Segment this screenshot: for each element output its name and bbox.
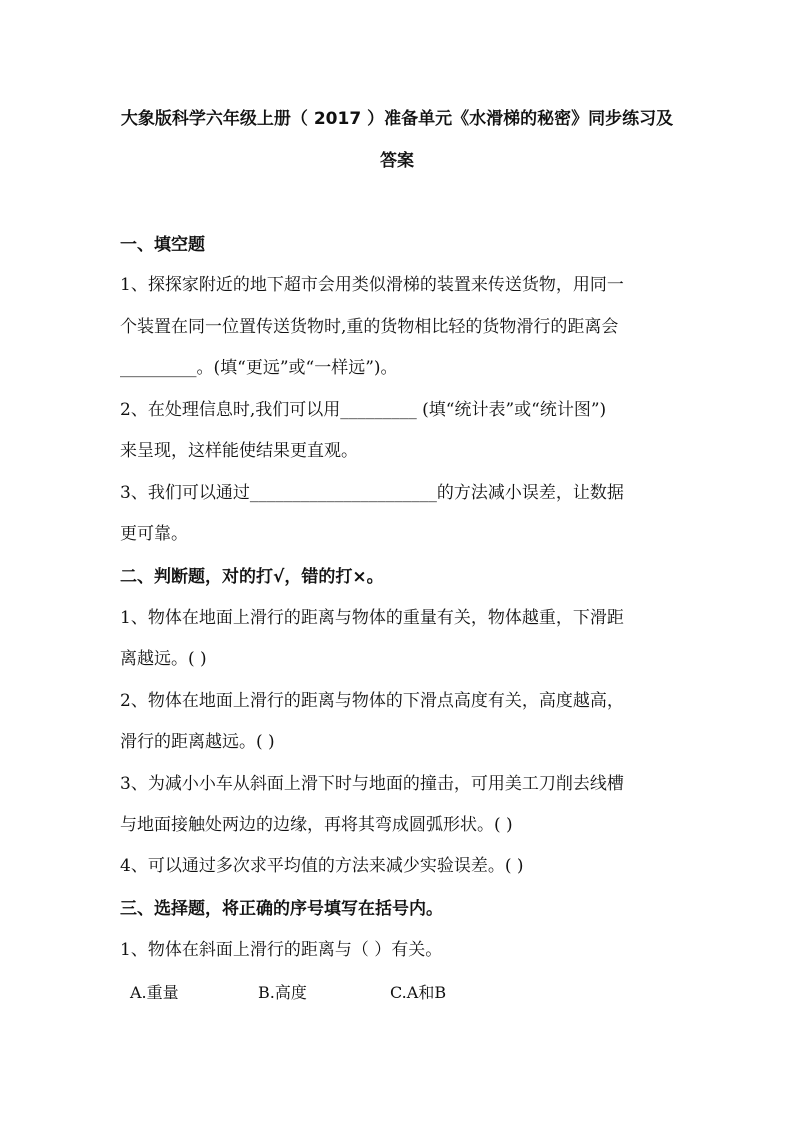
option-a: A.重量 <box>130 983 179 1002</box>
section1-q1-line2: 个装置在同一位置传送货物时,重的货物相比轻的货物滑行的距离会 <box>120 317 619 337</box>
section2-heading: 二、判断题，对的打√，错的打×。 <box>120 567 384 587</box>
option-c: C.A和B <box>390 983 447 1002</box>
section1-q2-line1: 2、在处理信息时,我们可以用_________ (填“统计表”或“统计图”) <box>120 400 607 420</box>
section2-q2-line1: 2、物体在地面上滑行的距离与物体的下滑点高度有关，高度越高， <box>120 691 624 711</box>
section2-q1-line1: 1、物体在地面上滑行的距离与物体的重量有关，物体越重，下滑距 <box>120 608 624 628</box>
section1-q1-line3: _________。(填“更远”或“一样远”)。 <box>120 358 398 378</box>
section1-q3-line2: 更可靠。 <box>120 524 188 544</box>
section2-q3-line1: 3、为减小小车从斜面上滑下时与地面的撞击，可用美工刀削去线槽 <box>120 774 624 794</box>
section3-heading: 三、选择题，将正确的序号填写在括号内。 <box>120 899 443 919</box>
section2-q4-line1: 4、可以通过多次求平均值的方法来减少实验误差。( ) <box>120 856 524 876</box>
document-title-line2: 答案 <box>380 151 414 171</box>
section2-q3-line2: 与地面接触处两边的边缘，再将其弯成圆弧形状。( ) <box>120 815 513 835</box>
document-title-line1: 大象版科学六年级上册（ 2017 ）准备单元《水滑梯的秘密》同步练习及 <box>120 109 674 129</box>
section1-q1-line1: 1、探探家附近的地下超市会用类似滑梯的装置来传送货物，用同一 <box>120 275 624 295</box>
option-b: B.高度 <box>258 983 307 1002</box>
section3-q1-line1: 1、物体在斜面上滑行的距离与（ ）有关。 <box>120 940 443 960</box>
section1-q3-line1: 3、我们可以通过______________________的方法减小误差，让数据 <box>120 483 624 503</box>
section2-q1-line2: 离越远。( ) <box>120 649 207 669</box>
section2-q2-line2: 滑行的距离越远。( ) <box>120 732 275 752</box>
section1-q2-line2: 来呈现，这样能使结果更直观。 <box>120 441 358 461</box>
section1-heading: 一、填空题 <box>120 235 205 255</box>
